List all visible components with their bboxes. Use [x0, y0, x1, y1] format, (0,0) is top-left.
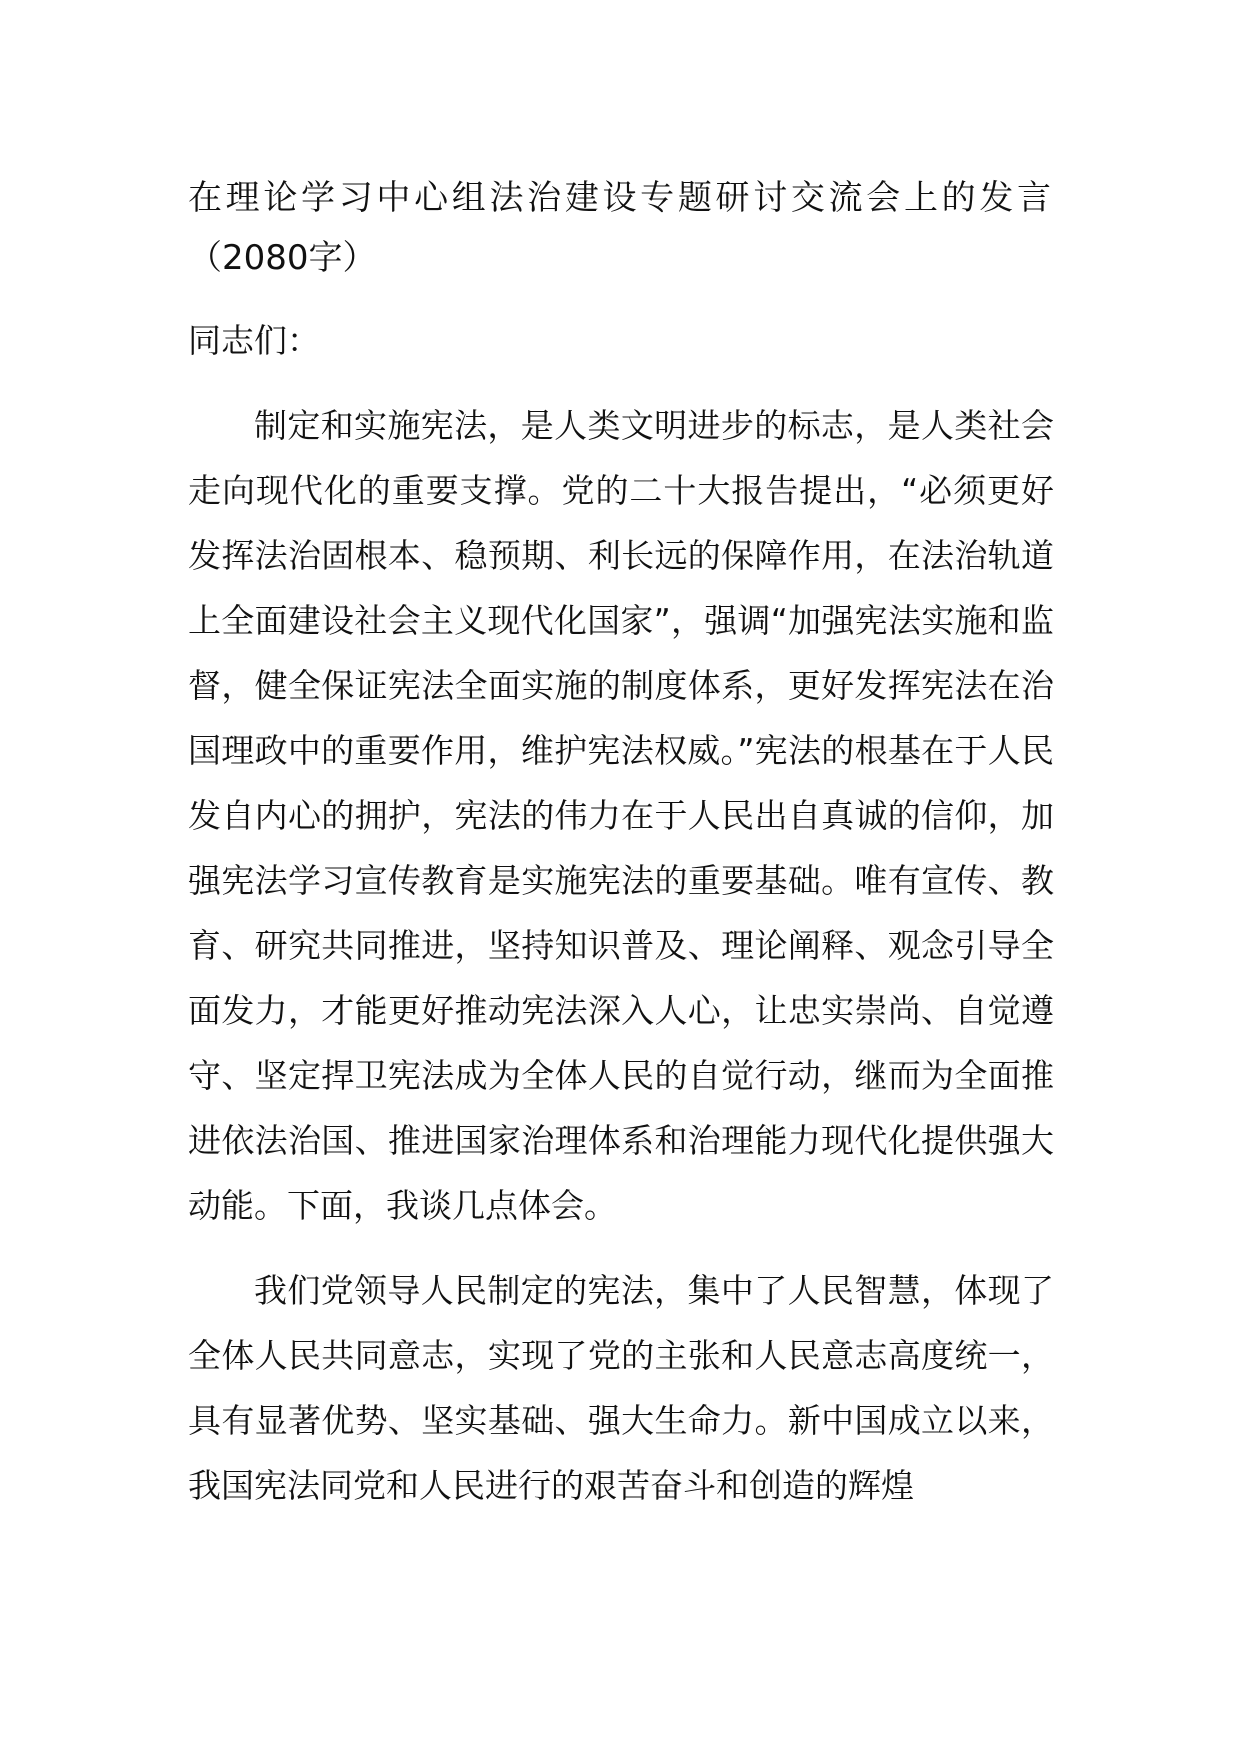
document-title [188, 168, 1054, 288]
title-word-count: （2080字） [188, 238, 377, 278]
document-body [188, 168, 1054, 1518]
salutation: 同志们： [188, 321, 320, 360]
title-main: 在理论学习中心组法治建设专题研讨交流会上的发言 [188, 178, 1054, 218]
paragraph-2: 我们党领导人民制定的宪法，集中了人民智慧，体现了全体人民共同意志，实现了党的主张和人民意志高度统一，具有显著优势、坚实基础、强大生命力。新中国成立以来，我国宪法同党和人民进行的艰苦奋斗和创造的辉煌 [188, 1271, 1054, 1505]
paragraph-1: 制定和实施宪法，是人类文明进步的标志，是人类社会走向现代化的重要支撑。党的二十大报告提出，“必须更好发挥法治固根本、稳预期、利长远的保障作用，在法治轨道上全面建设社会主义现代化国家”，强调“加强宪法实施和监督，健全保证宪法全面实施的制度体系，更好发挥宪法在治国理政中的重要作用，维护宪法权威。”宪法的根基在于人民发自内心的拥护，宪法的伟力在于人民出自真诚的信仰，加强宪法学习宣传教育是实施宪法的重要基础。唯有宣传、教育、研究共同推进，坚持知识普及、理论阐释、观念引导全面发力，才能更好推动宪法深入人心，让忠实崇尚、自觉遵守、坚定捍卫宪法成为全体人民的自觉行动，继而为全面推进依法治国、推进国家治理体系和治理能力现代化提供强大动能。下面，我谈几点体会。 [188, 406, 1054, 1225]
